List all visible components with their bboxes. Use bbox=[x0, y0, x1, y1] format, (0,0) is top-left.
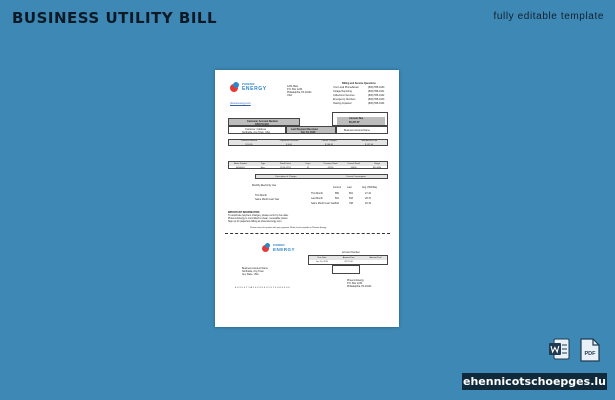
last-payment-value: Dec 04, 2020 bbox=[301, 130, 316, 134]
usage-row-value: 26.19 bbox=[365, 202, 371, 205]
stub-remit-line: P.O. Box 1234 bbox=[347, 282, 363, 285]
usage-row-value: 27.42 bbox=[365, 192, 371, 195]
svg-text:PDF: PDF bbox=[584, 351, 596, 357]
contact-value: (800) 555-0103 bbox=[368, 98, 385, 101]
meter-header: Days bbox=[305, 162, 311, 165]
pdf-icon[interactable] bbox=[580, 338, 600, 362]
usage-row-value: 861 bbox=[349, 192, 353, 195]
customer-value: Northside, Any Town, USA bbox=[242, 130, 270, 134]
stub-header: Amount Due bbox=[342, 256, 355, 259]
account-info: Business Account Name bbox=[344, 129, 370, 132]
charges-bar bbox=[255, 174, 388, 179]
summary-header: Current Charges bbox=[321, 140, 337, 143]
usage-col: Current bbox=[333, 186, 341, 189]
usage-legend: Same Month Last Year bbox=[255, 198, 280, 201]
usage-row-label: This Month bbox=[311, 192, 323, 195]
stub-account-label: Account Number bbox=[342, 251, 360, 254]
meter-value: 00000001 bbox=[235, 166, 246, 169]
address-line: 1234 Main bbox=[287, 85, 299, 88]
contacts-heading: Billing and Service Questions bbox=[342, 82, 376, 85]
summary-value: $ 0.00 bbox=[286, 143, 292, 146]
last-payment-box bbox=[286, 126, 336, 134]
account-title: Customer Account Number bbox=[247, 119, 278, 123]
meter-header: Usage bbox=[373, 162, 380, 165]
summary-header: Payments Received bbox=[279, 140, 299, 143]
account-number-box bbox=[228, 118, 300, 126]
stub-info: Please return this portion with your payment. Make checks payable to Phoenix Energy. bbox=[250, 227, 327, 229]
amount-due-value: $5,237.87 bbox=[349, 121, 360, 124]
summary-header: Previous Balance bbox=[240, 140, 258, 143]
word-icon[interactable] bbox=[548, 338, 570, 360]
stub-customer-line: Any State, USA bbox=[242, 273, 259, 276]
meter-header: Previous Read bbox=[323, 162, 338, 165]
contact-label: Emergency Numbers bbox=[333, 98, 356, 101]
meter-table bbox=[228, 161, 388, 169]
meter-value: 43006 bbox=[350, 166, 357, 169]
usage-col: Avg. kWh/Day bbox=[362, 186, 378, 189]
charges-amount-label: Current Consumption bbox=[346, 176, 366, 179]
usage-row-value: 798 bbox=[349, 202, 353, 205]
stub-remit-line: Philadelphia, PA 19101 bbox=[347, 285, 372, 288]
bill-document bbox=[215, 70, 399, 327]
summary-value: $ 104.81 bbox=[324, 143, 334, 146]
meter-header: Current Read bbox=[347, 162, 360, 165]
contact-label: Hearing Impaired bbox=[333, 102, 352, 105]
usage-row-value: 861 bbox=[335, 197, 339, 200]
stub-payment-box bbox=[332, 265, 360, 274]
meter-value: 31 bbox=[306, 166, 310, 169]
meter-value: 42156 bbox=[327, 166, 334, 169]
contact-value: (800) 555-0104 bbox=[368, 102, 385, 105]
account-number: 020471A102 bbox=[255, 122, 269, 126]
amount-due-label: Amount Due bbox=[349, 117, 364, 120]
barcode-digits: 8 0 2 0 4 7 1 A 1 0 2 0 0 0 0 1 5 7 4 4 0 0 0 0 0 bbox=[235, 287, 290, 289]
page-subtitle: fully editable template bbox=[493, 11, 604, 22]
stub-value: Jan 10, 2021 bbox=[315, 261, 329, 263]
usage-row-value: 28.70 bbox=[365, 197, 371, 200]
meter-value: 850 kWh bbox=[372, 166, 382, 169]
contact-label: Your Local Phone/Email bbox=[333, 86, 359, 89]
account-info-box bbox=[336, 126, 388, 134]
stub-company-line2: ENERGY bbox=[273, 247, 296, 252]
company-logo bbox=[230, 82, 270, 96]
note-line: To avoid late payment charges, please remit by due date. bbox=[228, 214, 289, 217]
company-name-line2: ENERGY bbox=[242, 86, 267, 92]
stub-logo bbox=[262, 243, 302, 257]
summary-header: Total Amount Due bbox=[360, 140, 378, 143]
meter-value: Elec. bbox=[260, 166, 266, 169]
stub-customer-line: Northside, Any Town bbox=[242, 270, 264, 273]
note-line: Phoenix Energy is committed to clean, renewable power. bbox=[228, 217, 289, 220]
stub-company-line1: PHOENIX bbox=[273, 244, 285, 247]
contact-label: Outage Reporting bbox=[333, 90, 352, 93]
page-title: BUSINESS UTILITY BILL bbox=[12, 9, 218, 27]
cut-line bbox=[225, 233, 390, 234]
contact-value: (800) 555-0101 bbox=[368, 90, 385, 93]
stub-remit-line: Phoenix Energy bbox=[347, 279, 364, 282]
address-line: Philadelphia, PA 19101 bbox=[287, 91, 312, 94]
summary-value: $ 52.63 bbox=[245, 143, 253, 146]
meter-header: Read Dates bbox=[280, 162, 291, 165]
customer-box bbox=[228, 126, 286, 134]
address-line: P.O. Box 1234 bbox=[287, 88, 303, 91]
usage-col: Last bbox=[347, 186, 352, 189]
stub-customer-line: Business Account Name bbox=[242, 267, 268, 270]
contact-value: (800) 555-0102 bbox=[368, 94, 385, 97]
meter-header: Meter Number bbox=[233, 162, 248, 165]
charges-label: Description of Charges bbox=[275, 176, 297, 179]
usage-row-value: 812 bbox=[335, 202, 339, 205]
meter-header: Type bbox=[260, 162, 266, 165]
stub-header: Due Date bbox=[317, 256, 327, 259]
contact-value: (800) 555-0100 bbox=[368, 86, 385, 89]
contact-label: Collections Services bbox=[333, 94, 355, 97]
stub-header: Amount Paid bbox=[369, 256, 382, 259]
address-line: USA bbox=[287, 94, 292, 97]
note-line: Sign up for paperless billing at phoenixenergy.com. bbox=[228, 220, 283, 223]
stub-table bbox=[308, 255, 388, 265]
usage-legend: This Month bbox=[255, 194, 267, 197]
meter-value: 11/20-12/21 bbox=[280, 166, 291, 169]
summary-value: $ 157.44 bbox=[364, 143, 374, 146]
notes-title: IMPORTANT INFORMATION bbox=[228, 211, 260, 214]
usage-row-value: 850 bbox=[335, 192, 339, 195]
last-payment-label: Last Payment Received bbox=[291, 127, 318, 131]
amount-due-box bbox=[332, 112, 388, 126]
stub-value: $ 157.44 bbox=[344, 261, 353, 263]
website-link[interactable]: phoenixenergy.com bbox=[230, 102, 251, 105]
summary-table bbox=[228, 139, 388, 146]
usage-row-value: 843 bbox=[349, 197, 353, 200]
footer-brand[interactable]: ehennicotschoepges.lu bbox=[463, 375, 606, 388]
usage-row-label: Same Month Last Year bbox=[311, 202, 336, 205]
usage-row-label: Last Month bbox=[311, 197, 323, 200]
format-icons bbox=[548, 338, 604, 362]
company-name-line1: PHOENIX bbox=[242, 82, 255, 86]
usage-title: Monthly Electricity Use bbox=[252, 184, 277, 187]
customer-label: Customer / Address bbox=[245, 127, 266, 131]
